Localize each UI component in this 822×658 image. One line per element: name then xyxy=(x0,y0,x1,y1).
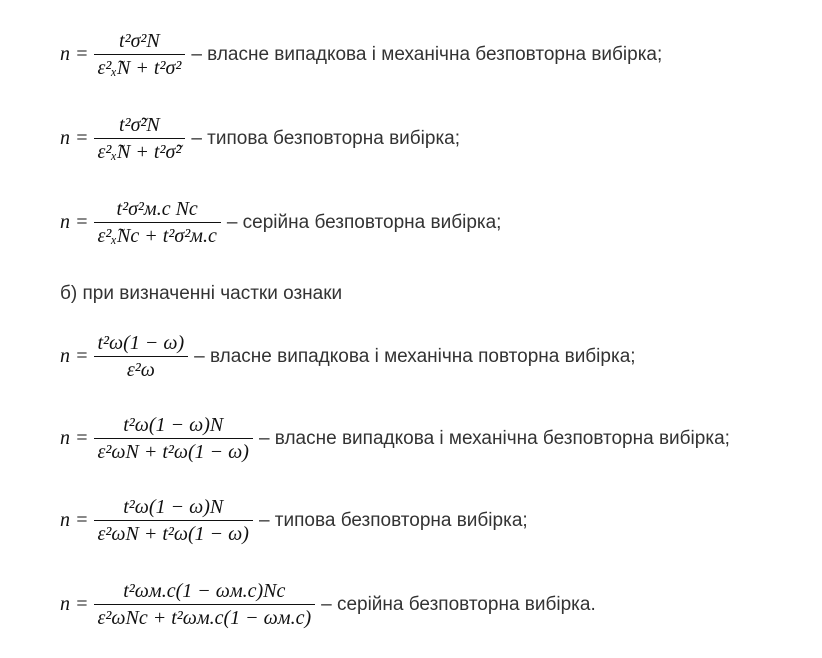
formula-lhs: n = xyxy=(60,127,89,149)
numerator: t²ω(1 − ω)N xyxy=(123,496,224,518)
formula-description: – типова безповторна вибірка; xyxy=(258,509,528,531)
formula-lhs: n = xyxy=(60,43,89,65)
fraction xyxy=(94,112,186,165)
formula-description: – власне випадкова і механічна повторна вибірка; xyxy=(194,345,636,367)
formula-lhs: n = xyxy=(60,427,89,449)
formula-lhs: n = xyxy=(60,509,89,531)
denominator: ε²ωN + t²ω(1 − ω) xyxy=(97,523,249,545)
formula-a1 xyxy=(60,28,662,81)
numerator: t²σ²N xyxy=(119,30,160,52)
fraction xyxy=(94,578,316,631)
denominator: ε²ωNс + t²ωм.с(1 − ωм.с) xyxy=(97,607,312,629)
fraction xyxy=(94,494,253,547)
fraction xyxy=(94,412,253,465)
formula-description: – власне випадкова і механічна безповторна вибірка; xyxy=(191,43,663,65)
formula-lhs: n = xyxy=(60,593,89,615)
denominator: ε²ₓ̃Nс + t²σ²м.с xyxy=(97,225,217,247)
formula-description: – серійна безповторна вибірка; xyxy=(226,211,502,233)
formula-b4 xyxy=(60,578,596,631)
denominator: ε²ωN + t²ω(1 − ω) xyxy=(97,441,249,463)
formula-a2 xyxy=(60,112,460,165)
numerator: t²ωм.с(1 − ωм.с)Nс xyxy=(123,580,286,602)
numerator: t²ω(1 − ω) xyxy=(97,332,185,354)
section-heading: б) при визначенні частки ознаки xyxy=(60,283,343,304)
formula-description: – власне випадкова і механічна безповторна вибірка; xyxy=(258,427,730,449)
denominator: ε²ₓ̃N + t²σ² xyxy=(97,57,182,79)
formula-lhs: n = xyxy=(60,211,89,233)
numerator: t²σ²м.с Nс xyxy=(116,198,198,220)
fraction xyxy=(94,330,189,383)
formula-a3 xyxy=(60,196,501,249)
formula-lhs: n = xyxy=(60,345,89,367)
numerator: t²σ̃²N xyxy=(119,114,160,136)
formula-description: – типова безповторна вибірка; xyxy=(191,127,461,149)
numerator: t²ω(1 − ω)N xyxy=(123,414,224,436)
fraction xyxy=(94,196,221,249)
formula-b3 xyxy=(60,494,528,547)
fraction xyxy=(94,28,186,81)
formula-description: – серійна безповторна вибірка. xyxy=(321,593,596,615)
denominator: ε²ω xyxy=(126,359,155,381)
denominator: ε²ₓ̃N + t²σ̃² xyxy=(97,141,182,163)
formula-b2 xyxy=(60,412,730,465)
formula-b1 xyxy=(60,330,636,383)
